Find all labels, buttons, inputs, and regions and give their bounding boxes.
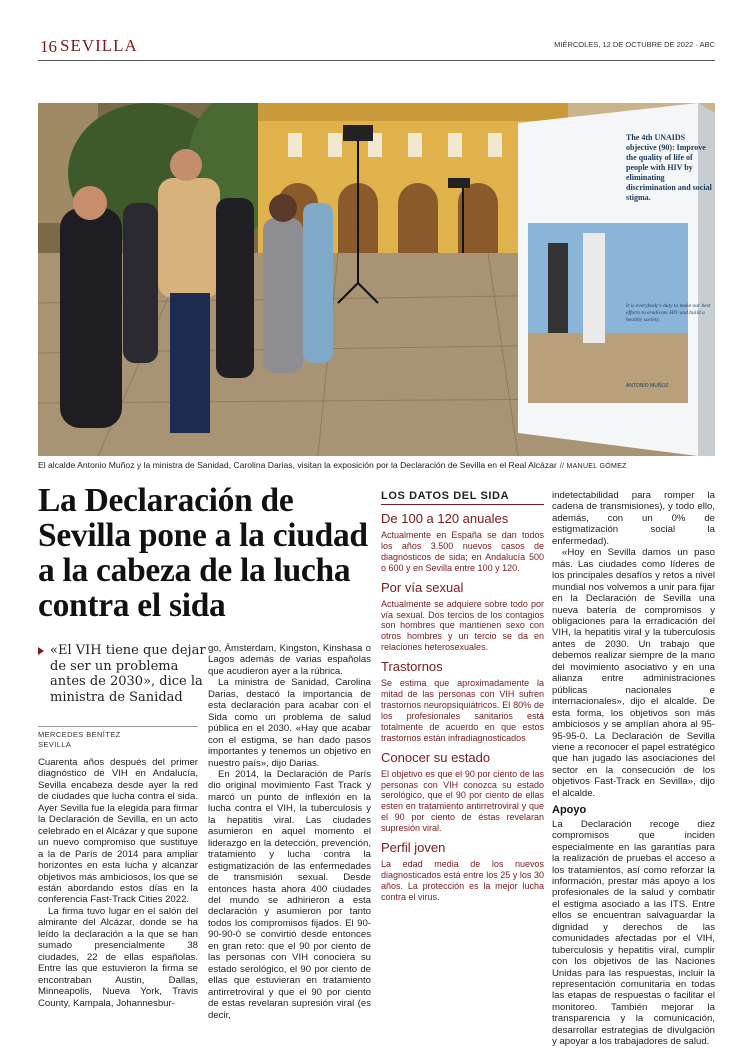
main-photo bbox=[38, 103, 715, 456]
sidebar-heading: Trastornos bbox=[381, 659, 443, 675]
paragraph: Cuarenta años después del primer diagnóstico de VIH en Andalucía, Sevilla encabeza desde ayer la red de ciudades que lucha contra el sida. Ayer Sevilla fue la elegida para firmar la Declaración de Sevilla, en un acto celebrado en el Alcázar y que supone un nuevo compromiso que sustituye a la de París de 2014 para ampliar horizontes en esta lucha y alcanzar objetivos más ambiciosos, los que se están abordando estos días en la conferencia Fast-Track Cities 2022. bbox=[38, 757, 199, 906]
sidebar-text: Actualmente en España se dan todos los años 3.500 nuevos casos de diagnósticos de sida; en Andalucía 500 o 600 y en Sevilla entre 100 y 120. bbox=[381, 530, 544, 573]
summary-text: «El VIH tiene que dejar de ser un problema antes de 2030», dice la ministra de Sanidad bbox=[50, 643, 206, 705]
caption-text: El alcalde Antonio Muñoz y la ministra de Sanidad, Carolina Darias, visitan la exposición por la Declaración de Sevilla en el Real Alcázar bbox=[38, 460, 557, 470]
subheading-apoyo: Apoyo bbox=[552, 804, 587, 817]
paragraph: indetectabilidad para romper la cadena de transmisiones), y todo ello, además, con un 0% de estigmatización social la enfermedad). bbox=[552, 490, 715, 547]
exhibit-panel-signature: ANTONIO MUÑOZ bbox=[626, 383, 669, 389]
sidebar-heading: Conocer su estado bbox=[381, 749, 491, 765]
exhibit-panel-subtext: It is everybody's duty to make our best efforts to eradicate HIV and build a healthy society. bbox=[626, 303, 711, 323]
photo-caption bbox=[38, 460, 715, 472]
article-summary bbox=[38, 643, 208, 705]
sidebar-title: LOS DATOS DEL SIDA bbox=[381, 490, 544, 505]
byline-rule bbox=[38, 726, 198, 727]
page-number: 16 bbox=[40, 37, 57, 56]
paragraph: La firma tuvo lugar en el salón del almirante del Alcázar, donde se ha leído la declaración a la que se han sumado presencialmente 38 ciudades, 22 de ellas españolas. Entre las que estuvieron la firma se encontraban Austin, Dallas, Minneapolis, Nueva York, Travis County, Kampala, Johannesbur- bbox=[38, 905, 198, 1009]
paragraph: go, Ámsterdam, Kingston, Kinshasa o Lagos además de varias españolas que acudieron ayer a la rúbrica. bbox=[208, 643, 371, 677]
paragraph: La Declaración recoge diez compromisos que inciden especialmente en las garantías para la realización de pruebas el acceso a los tratamientos, así como reforzar la información, prestar más apoyo a los profesionales de la salud y combatir el estigma asociado a las ITS. Entre ellos se encuentran salvaguardar la dignidad y derechos de las comunidades afectadas por el VIH, tuberculosis y hepatitis viral, cumplir con los objetivos de las Naciones Unidas para las respuestas, incluir la representación comunitaria en todas las etapas de respuestas o facilitar el monitoreo. También mejorar la transparencia y la comunicación, desarrollar estrategias de divulgación y apoyar a los trabajadores de salud. bbox=[552, 818, 715, 1048]
body-column-4 bbox=[552, 490, 715, 1048]
sidebar-text: Se estima que aproximadamente la mitad de las personas con VIH sufren trastornos neuropsiquiátricos. El 80% de los profesionales sanitarios está totalmente de acuerdo en que estos trastornos están infradiagnosticados bbox=[381, 678, 544, 743]
photo-credit: // MANUEL GÓMEZ bbox=[559, 463, 627, 470]
sidebar-text: El objetivo es que el 90 por ciento de las personas con VIH conozca su estado serológico, que el 90 por ciento de ellas esten en tratamiento antirretroviral y que el 90 por ciento de éstas revelaran supresión viral. bbox=[381, 768, 544, 834]
article-headline: La Declaración de Sevilla pone a la ciudad a la cabeza de la lucha contra el sida bbox=[38, 482, 368, 624]
facts-sidebar bbox=[381, 490, 544, 903]
date-brand: MIÉRCOLES, 12 DE OCTUBRE DE 2022 · ABC bbox=[554, 40, 715, 49]
photo-illustration bbox=[38, 103, 715, 456]
body-column-1 bbox=[38, 757, 198, 1009]
section-title: SEVILLA bbox=[60, 36, 138, 55]
body-column-2 bbox=[208, 643, 371, 1021]
sidebar-text: La edad media de los nuevos diagnosticados está entre los 25 y los 30 años. La protección es la mejor lucha contra el virus. bbox=[381, 859, 544, 902]
paragraph: En 2014, la Declaración de París dio original movimiento Fast Track y marcó un punto de inflexión en la lucha contra el VIH, la tuberculosis y la hepatitis viral. Las ciudades asumieron en aquel momento el liderazgo en la detección, prevención, tratamiento y lucha contra la estigmatización de las enfermedades de transmisión sexual. Desde entonces hasta ahora 400 ciudades del mundo se adhirieron a esta declaración y asumieron por tanto todos los compromisos fijados. El 90-90-90-0 se convirtió desde entonces en gran reto: que el 90 por ciento de las personas con VIH conociera su estado serológico, el 90 por ciento de ellas que estuvieran en tratamiento antirretroviral y que el 90 por ciento de estas revelaran supresión viral (es decir, bbox=[208, 768, 371, 1021]
article-city: SEVILLA bbox=[38, 740, 72, 749]
sidebar-text: Actualmente se adquiere sobre todo por vía sexual. Dos tercios de los contagios son hombres que mantienen sexo con otros hombres y un tercio se da en relaciones heterosexuales. bbox=[381, 598, 544, 653]
sidebar-heading: De 100 a 120 anuales bbox=[381, 511, 509, 526]
paragraph: «Hoy en Sevilla damos un paso más. Las ciudades como líderes de los principales desafíos y retos a nivel mundial nos volvemos a unir para fijar en la Declaración de Sevilla una nueva batería de compromisos y obligaciones para la erradicación del VIH, la hepatitis viral y la tuberculosis antes de 2030. Un trabajo que debemos realizar siempre de la mano del movimiento asociativo y en una alianza entre administraciones públicas nacionales e internacionales», dijo el alcalde. De esta forma, los objetivos son más ambiciosos y se amplían ahora al 95-95-95-0. La Declaración de Sevilla viene a reconocer el papel estratégico que han jugado las asociaciones del sector en la consecución de los objetivos Fast-Track en Sevilla», dijo el alcalde. bbox=[552, 547, 715, 799]
paragraph: La ministra de Sanidad, Carolina Darias, destacó la importancia de esta declaración para acabar con el Sida como un problema de salud pública en el 2030. «Hay que acabar con el estigma, se han dado pasos importantes y tenemos un objetivo en nuestro país», dijo Darias. bbox=[208, 677, 371, 769]
header-rule bbox=[38, 60, 715, 61]
triangle-bullet-icon bbox=[38, 647, 44, 655]
exhibit-panel-text: The 4th UNAIDS objective (90): Improve the quality of life of people with HIV by eliminating discrimination and social stigma. bbox=[626, 133, 712, 202]
article-author: MERCEDES BENÍTEZ bbox=[38, 730, 121, 739]
sidebar-heading: Perfil joven bbox=[381, 840, 446, 856]
sidebar-heading: Por vía sexual bbox=[381, 579, 464, 595]
